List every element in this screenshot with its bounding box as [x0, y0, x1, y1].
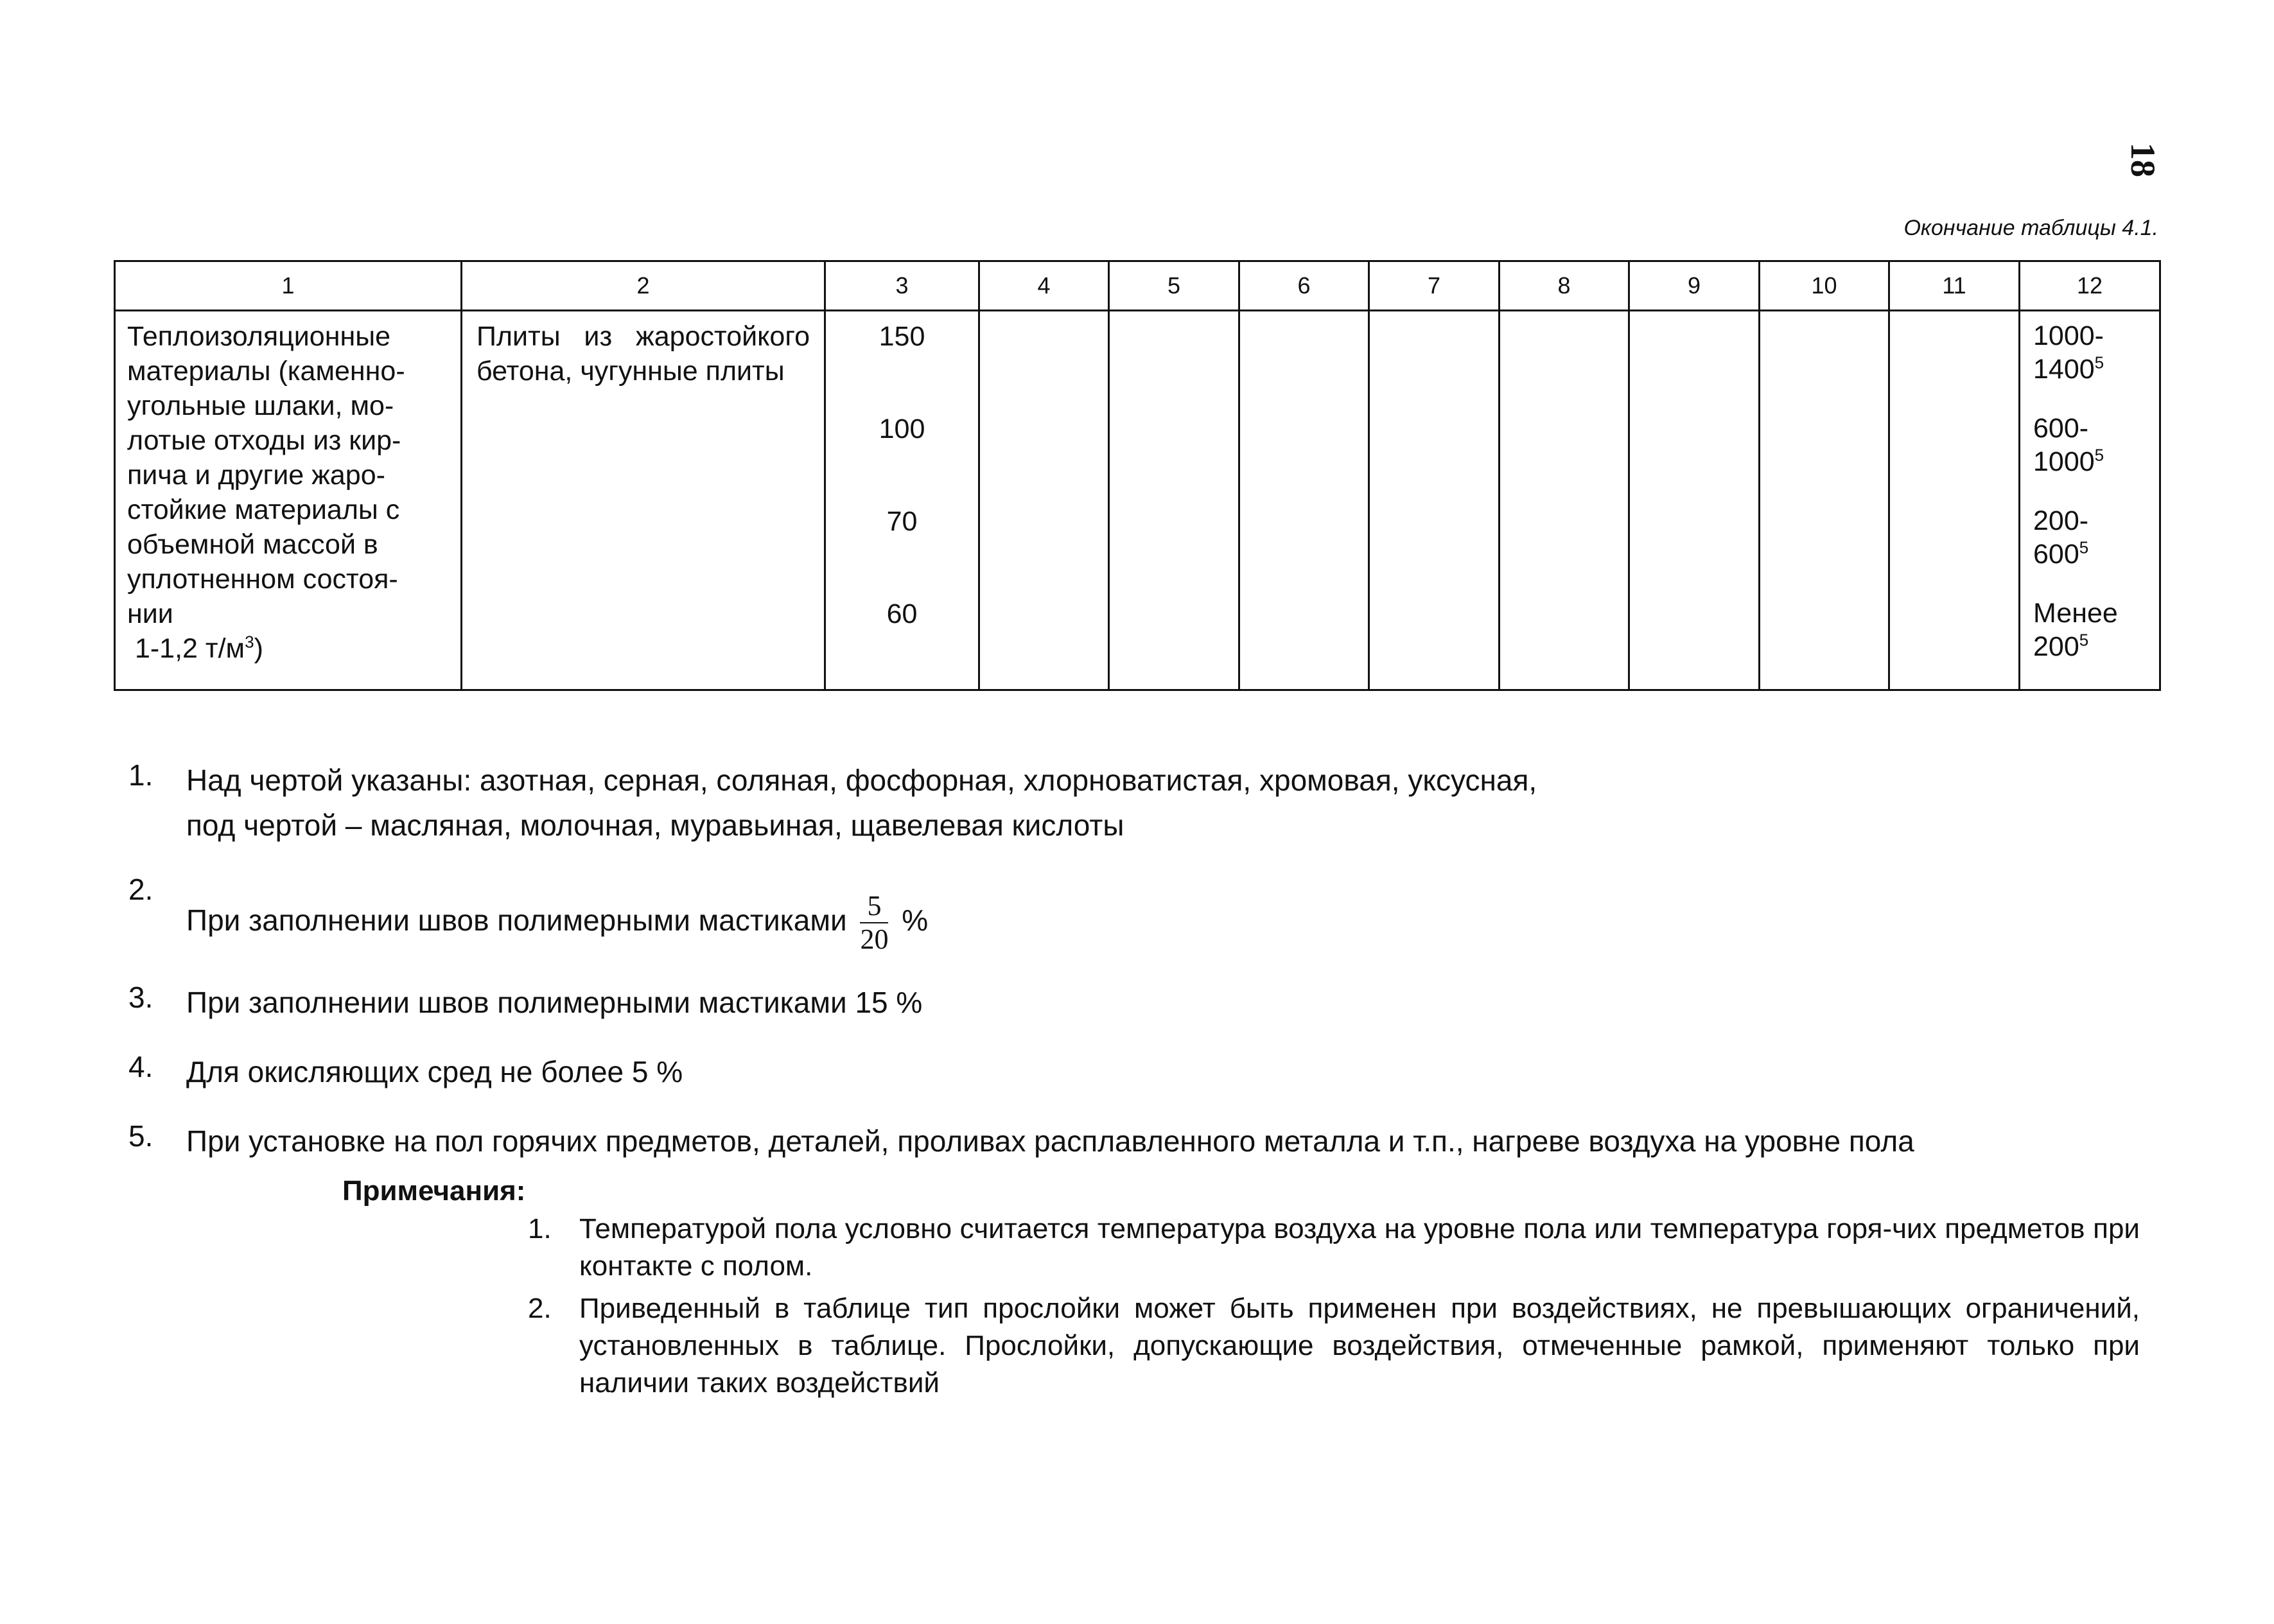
empty-cell	[1369, 311, 1500, 690]
note-item	[528, 1210, 2140, 1285]
footnote-1	[128, 758, 2183, 848]
header-cell: 2	[462, 261, 825, 311]
slab-type-line: Плиты из жаростойкого	[477, 321, 810, 352]
temperature-range	[2033, 504, 2146, 597]
thickness-value: 60	[886, 598, 918, 629]
temp-top: 600-	[2033, 413, 2089, 444]
header-cell: 8	[1500, 261, 1629, 311]
temp-top: 200-	[2033, 505, 2089, 536]
header-cell: 10	[1760, 261, 1889, 311]
fraction-numerator: 5	[867, 890, 882, 921]
slab-type-cell	[462, 311, 825, 690]
thickness-cell	[825, 311, 979, 690]
page-number: 18	[2124, 143, 2162, 177]
footnote-4	[128, 1049, 2183, 1094]
temperature-cell	[2020, 311, 2160, 690]
percent-sign: %	[902, 904, 929, 938]
footnote-text: При установке на пол горячих предметов, деталей, проливах расплавленного металла и т.п., нагреве воздуха на уровне пола	[186, 1124, 1914, 1158]
footnote-ref: 5	[2094, 353, 2104, 372]
temp-bottom: 600	[2033, 539, 2079, 570]
footnote-number: 1.	[128, 758, 153, 792]
material-line: нии	[127, 598, 173, 629]
header-cell: 7	[1369, 261, 1500, 311]
fraction	[860, 890, 888, 956]
header-cell: 11	[1889, 261, 2020, 311]
footnote-5	[128, 1119, 2183, 1164]
material-line: объемной массой в	[127, 529, 378, 560]
header-cell: 3	[825, 261, 979, 311]
material-line: лотые отходы из кир-	[127, 425, 401, 456]
note-number: 1.	[528, 1213, 552, 1244]
temperature-range	[2033, 597, 2146, 663]
density-exponent: 3	[245, 632, 254, 652]
material-line: пича и другие жаро-	[127, 460, 385, 491]
footnote-ref: 5	[2079, 537, 2089, 557]
material-line: материалы (каменно-	[127, 356, 405, 387]
thickness-value: 150	[879, 321, 925, 352]
table-caption: Окончание таблицы 4.1.	[1903, 216, 2158, 240]
empty-cell	[1760, 311, 1889, 690]
footnote-text: Над чертой указаны: азотная, серная, соляная, фосфорная, хлорноватистая, хромовая, уксусная,	[186, 764, 1537, 797]
temp-top: Менее	[2033, 598, 2118, 629]
footnote-number: 2.	[128, 873, 153, 906]
empty-cell	[1889, 311, 2020, 690]
note-text: Приведенный в таблице тип прослойки может быть применен при воздействиях, не превышающих ограничений, установленных в таблице. Прослойки, допускающие воздействия, отмеченные рамкой, применяют только при наличии таких воздействий	[579, 1293, 2140, 1399]
empty-cell	[1109, 311, 1239, 690]
empty-cell	[1629, 311, 1760, 690]
footnote-number: 4.	[128, 1050, 153, 1083]
footnote-text: При заполнении швов полимерными мастиками 15 %	[186, 986, 923, 1019]
thickness-value: 100	[879, 414, 925, 444]
density-close: )	[254, 633, 263, 664]
temp-bottom: 1400	[2033, 354, 2095, 385]
data-table	[114, 260, 2161, 691]
header-cell: 6	[1239, 261, 1369, 311]
footnote-text: При заполнении швов полимерными мастиками	[186, 904, 847, 938]
slab-type-line: бетона, чугунные плиты	[477, 356, 785, 387]
footnote-ref: 5	[2094, 445, 2104, 465]
footnotes	[128, 758, 2183, 1188]
header-cell: 5	[1109, 261, 1239, 311]
temperature-range	[2033, 319, 2146, 412]
material-cell	[115, 311, 462, 690]
temperature-range	[2033, 412, 2146, 504]
temp-bottom: 1000	[2033, 446, 2095, 477]
footnote-ref: 5	[2079, 630, 2089, 650]
temp-top: 1000-	[2033, 320, 2104, 351]
thickness-value: 70	[886, 506, 918, 537]
footnote-3	[128, 980, 2183, 1025]
note-item	[528, 1290, 2140, 1402]
header-cell: 1	[115, 261, 462, 311]
material-line: стойкие материалы с	[127, 494, 400, 525]
header-cell: 4	[979, 261, 1109, 311]
note-text: Температурой пола условно считается температура воздуха на уровне пола или температура горя-чих предметов при контакте с полом.	[579, 1213, 2140, 1282]
empty-cell	[1500, 311, 1629, 690]
temp-bottom: 200	[2033, 631, 2079, 662]
footnote-text: Для окисляющих сред не более 5 %	[186, 1055, 683, 1088]
header-cell: 9	[1629, 261, 1760, 311]
material-line: уплотненном состоя-	[127, 564, 398, 595]
density-text: 1-1,2 т/м	[127, 633, 245, 664]
notes-list	[528, 1210, 2140, 1407]
empty-cell	[1239, 311, 1369, 690]
table-header-row	[115, 261, 2160, 311]
notes-title: Примечания:	[342, 1175, 526, 1207]
table-row	[115, 311, 2160, 690]
fraction-denominator: 20	[860, 923, 889, 955]
footnote-number: 5.	[128, 1119, 153, 1153]
footnote-2	[128, 872, 2183, 956]
footnote-number: 3.	[128, 981, 153, 1014]
density-line	[127, 631, 449, 666]
material-line: Теплоизоляционные	[127, 321, 391, 352]
empty-cell	[979, 311, 1109, 690]
note-number: 2.	[528, 1293, 552, 1324]
material-line: угольные шлаки, мо-	[127, 390, 394, 421]
footnote-text: под чертой – масляная, молочная, муравьиная, щавелевая кислоты	[186, 808, 1124, 842]
header-cell: 12	[2020, 261, 2160, 311]
